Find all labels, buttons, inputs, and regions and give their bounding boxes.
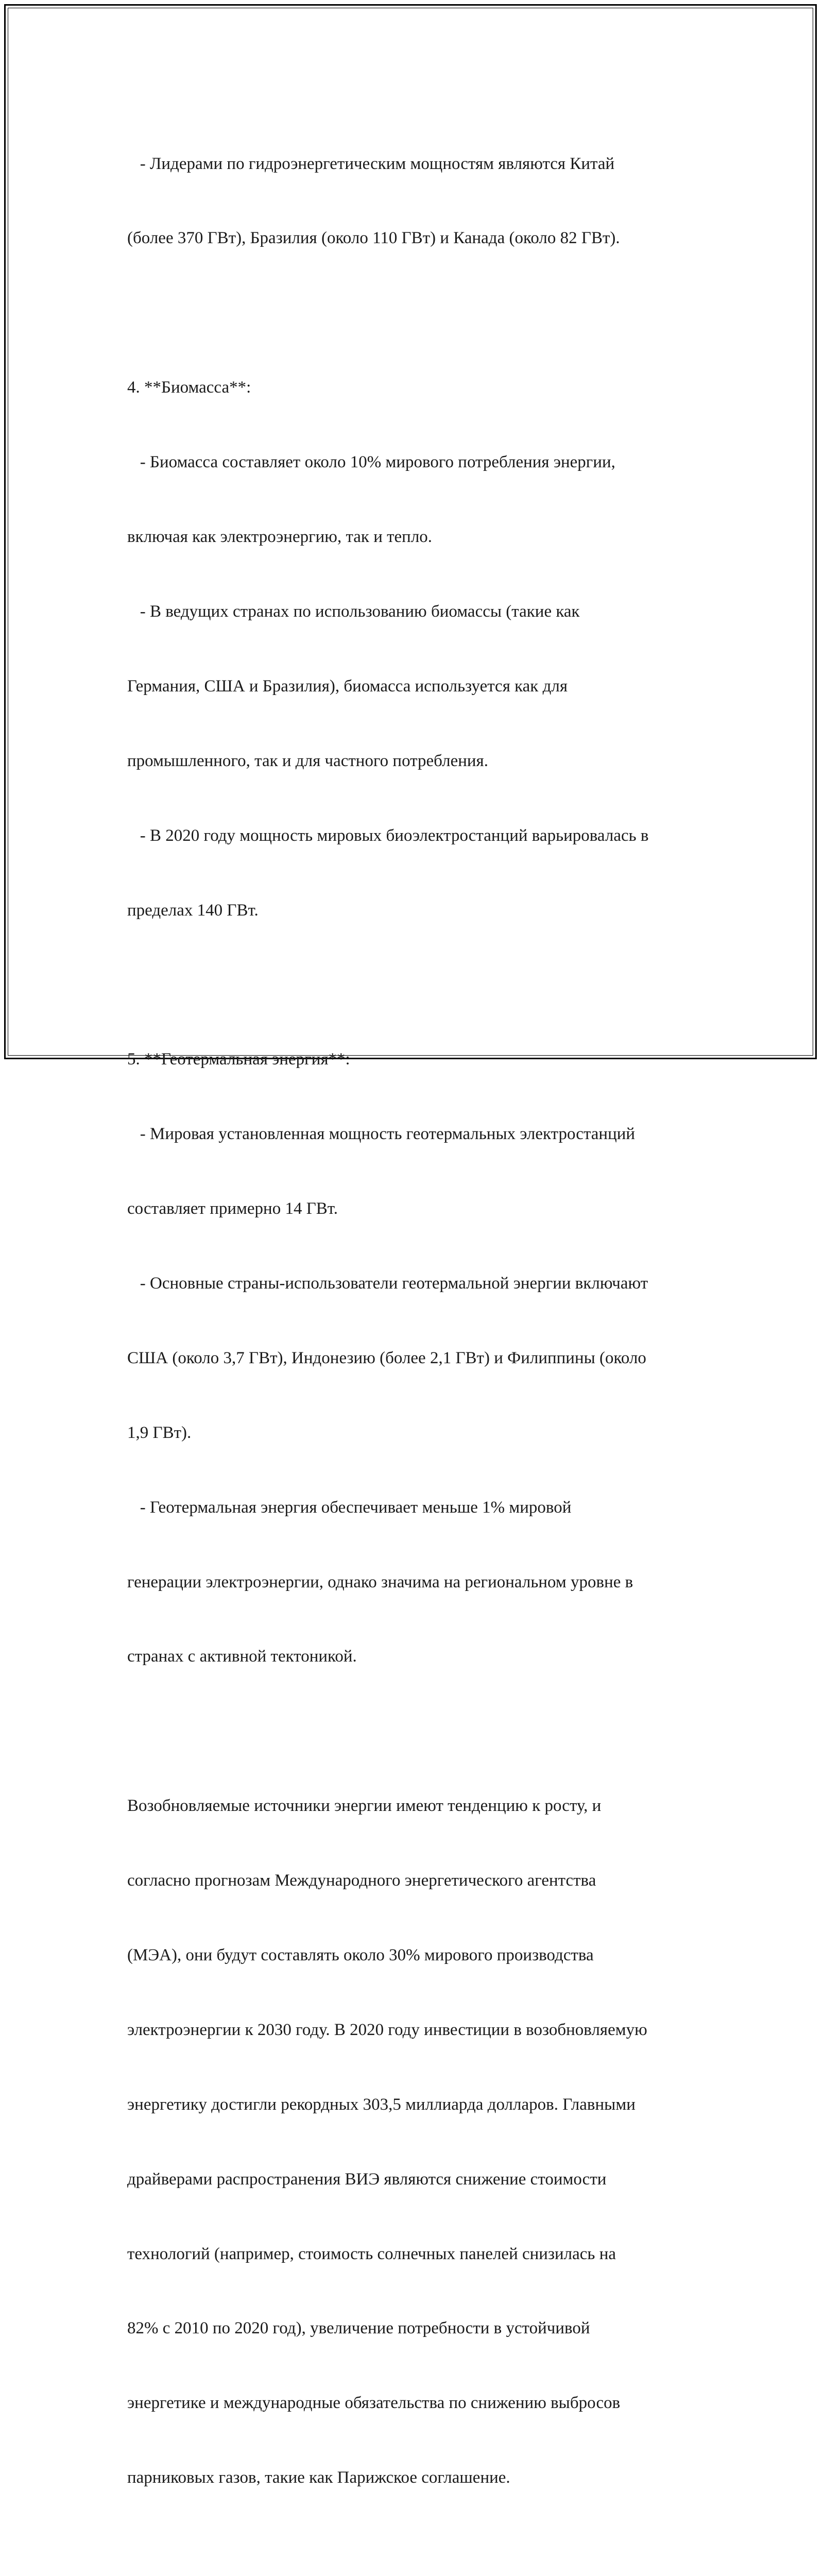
page-frame [4,4,817,2487]
text-line: генерации электроэнергии, однако значима на региональном уровне в [127,1572,633,1591]
text-line: 5. **Геотермальная энергия**: [127,1050,350,1069]
document-text [127,101,719,2576]
text-line: - Основные страны-использователи геотермальной энергии включают [127,1274,648,1293]
text-line: 82% с 2010 по 2020 год), увеличение потребности в устойчивой [127,2319,590,2338]
text-line: странах с активной тектоникой. [127,1647,357,1666]
text-line: включая как электроэнергию, так и тепло. [127,528,433,547]
text-line: Возобновляемые источники энергии имеют тенденцию к росту, и [127,1797,602,1816]
text-line: пределах 140 ГВт. [127,901,259,920]
text-line: - Лидерами по гидроэнергетическим мощностям являются Китай [127,154,615,173]
text-line: - Геотермальная энергия обеспечивает меньше 1% мировой [127,1498,572,1517]
text-line: - В 2020 году мощность мировых биоэлектростанций варьировалась в [127,826,649,845]
text-line: электроэнергии к 2030 году. В 2020 году инвестиции в возобновляемую [127,2020,647,2039]
text-line: США (около 3,7 ГВт), Индонезию (более 2,1 ГВт) и Филиппины (около [127,1348,646,1367]
text-line: энергетику достигли рекордных 303,5 миллиарда долларов. Главными [127,2095,636,2114]
text-line: 4. **Биомасса**: [127,378,251,397]
text-line [127,300,719,325]
text-line [127,972,719,997]
text-line: (более 370 ГВт), Бразилия (около 110 ГВт) и Канада (около 82 ГВт). [127,229,620,248]
text-line: драйверами распространения ВИЭ являются снижение стоимости [127,2170,607,2189]
text-line: 1,9 ГВт). [127,1423,192,1442]
text-line: - Биомасса составляет около 10% мирового потребления энергии, [127,453,615,472]
text-line: (МЭА), они будут составлять около 30% мирового производства [127,1945,594,1964]
text-line: - В ведущих странах по использованию биомассы (такие как [127,602,580,621]
text-line: технологий (например, стоимость солнечных панелей снизилась на [127,2244,616,2263]
text-line: энергетике и международные обязательства по снижению выбросов [127,2394,621,2413]
text-line: парниковых газов, такие как Парижское соглашение. [127,2468,510,2487]
text-line [127,1719,719,1743]
text-line: согласно прогнозам Международного энергетического агентства [127,1871,596,1890]
text-line: - Мировая установленная мощность геотермальных электростанций [127,1125,636,1144]
text-line: промышленного, так и для частного потребления. [127,751,488,770]
text-line: Германия, США и Бразилия), биомасса используется как для [127,676,568,696]
text-line: составляет примерно 14 ГВт. [127,1199,338,1218]
text-line [127,2540,719,2565]
